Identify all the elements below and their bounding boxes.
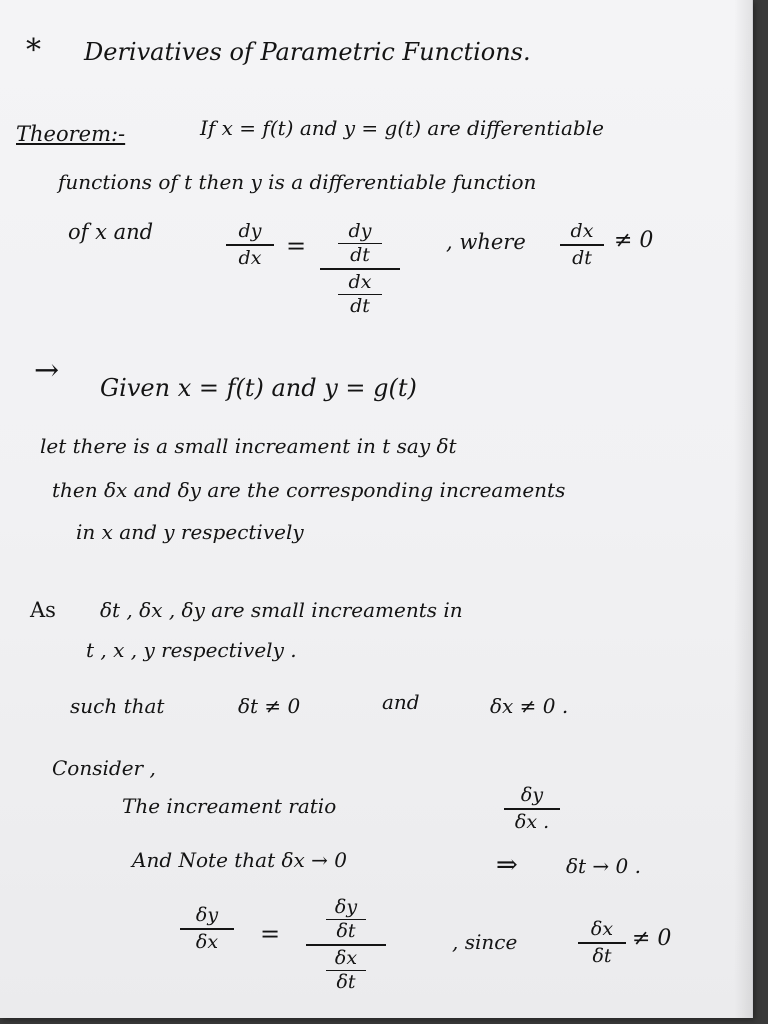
dx-dt-fraction [320,273,400,316]
main-fraction-bar [306,944,386,946]
fraction-numerator: δy [334,896,358,918]
dy-dx-fraction [226,222,274,268]
star-icon: * [26,33,41,68]
where-text: , where [446,230,526,254]
note-tail: δt → 0 . [566,854,641,878]
consider-text: Consider , [52,756,156,780]
as-line-1: δt , δx , δy are small increaments in [100,598,463,622]
fraction-denominator: dt [572,247,592,269]
condition-dt: δt ≠ 0 [238,694,301,718]
fraction-denominator: dt [350,244,370,266]
dx-dt-condition-fraction [560,222,604,268]
fraction-bar [504,808,560,810]
since-text: , since [452,930,518,954]
fraction-numerator: dx [570,220,594,242]
fraction-numerator: dx [348,271,372,293]
fraction-numerator: dy [238,220,262,242]
dx-dt-increment-fraction [306,949,386,992]
fraction-denominator: δt [336,971,356,993]
not-equal-zero-2: ≠ 0 [632,926,672,951]
fraction-denominator: δx . [514,811,550,833]
compound-increment-fraction [306,898,386,992]
fraction-denominator: δt [336,920,356,942]
proof-line-2: then δx and δy are the corresponding increaments [52,478,566,502]
since-condition-fraction [578,920,626,966]
equals-sign: = [286,232,307,260]
arrow-right-icon: → [34,353,60,388]
fraction-bar [180,928,234,930]
as-line-2: t , x , y respectively . [86,638,297,662]
equals-sign-2: = [260,920,281,948]
fraction-bar [578,942,626,944]
as-label: As [30,598,56,622]
dy-dt-increment-fraction [306,898,386,941]
theorem-line-2: functions of t then y is a differentiable function [58,170,537,194]
parametric-derivative-fraction [320,222,400,316]
note-line: And Note that δx → 0 [132,848,348,872]
fraction-denominator: δt [592,945,612,967]
fraction-numerator: δx [334,947,358,969]
dy-dx-increment-fraction [180,906,234,952]
increment-ratio-fraction [504,786,560,832]
implies-icon: ⇒ [496,850,518,880]
main-fraction-bar [320,268,400,270]
fraction-bar [560,244,604,246]
proof-line-1: let there is a small increament in t say δt [40,434,457,458]
not-equal-zero: ≠ 0 [614,228,654,253]
page-title: Derivatives of Parametric Functions. [84,38,531,66]
theorem-line-1: If x = f(t) and y = g(t) are differentiable [200,116,604,140]
fraction-denominator: dx [238,247,262,269]
theorem-label: Theorem:- [16,122,126,146]
proof-line-3: in x and y respectively [76,520,304,544]
fraction-denominator: dt [350,295,370,317]
condition-dx: δx ≠ 0 . [490,694,569,718]
theorem-line-3-lead: of x and [68,220,154,244]
fraction-bar [226,244,274,246]
fraction-numerator: δy [195,904,219,926]
fraction-denominator: δx [195,931,219,953]
page-edge-shadow [734,0,752,1018]
fraction-numerator: δy [520,784,544,806]
and-text: and [382,690,420,714]
fraction-numerator: dy [348,220,372,242]
such-that-text: such that [70,694,165,718]
ratio-text: The increament ratio [122,794,337,818]
given-line: Given x = f(t) and y = g(t) [100,374,417,402]
fraction-numerator: δx [590,918,614,940]
dy-dt-fraction [320,222,400,265]
